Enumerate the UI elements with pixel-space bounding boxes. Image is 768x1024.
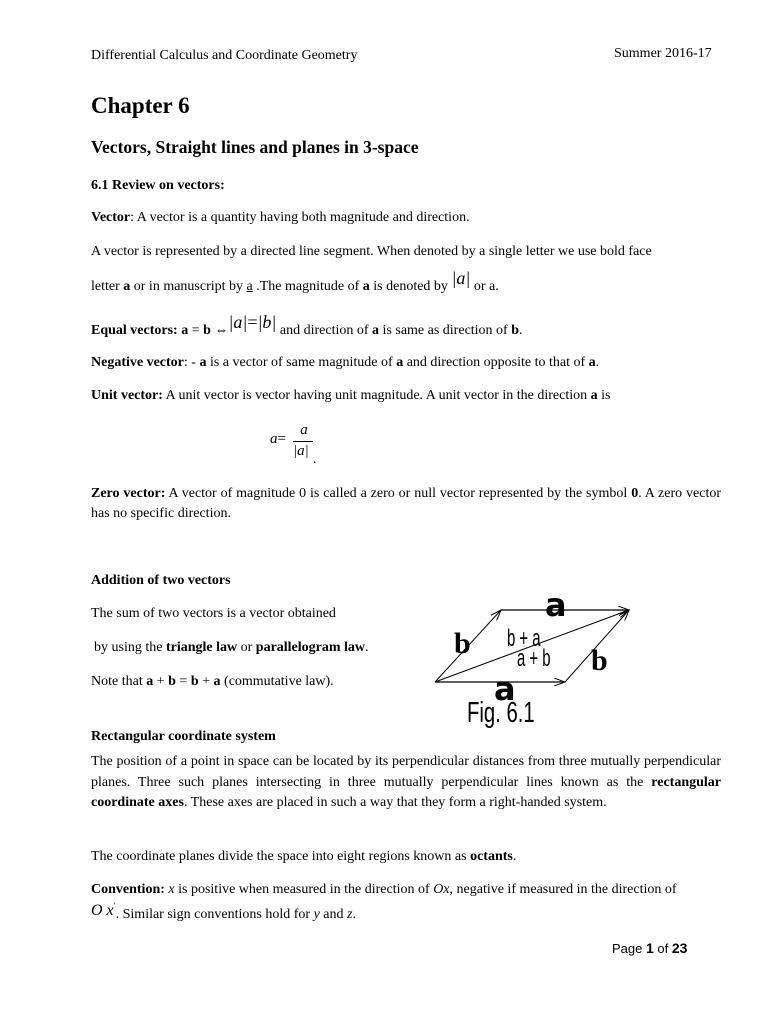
chapter-title: Chapter 6 (91, 93, 190, 118)
negative-vector-line: Negative vector: - a is a vector of same magnitude of a and direction opposite to that of a. (91, 355, 600, 370)
section-heading-6-1: 6.1 Review on vectors: (91, 178, 225, 193)
convention-line-1: Convention: x is positive when measured in the direction of Ox, negative if measured in the direction of (91, 882, 677, 897)
chapter-subtitle: Vectors, Straight lines and planes in 3-space (91, 137, 419, 157)
running-header-right: Summer 2016-17 (614, 46, 712, 61)
equal-vectors-line: Equal vectors: a = b ⇔|a|=|b| and direction of a is same as direction of b. (91, 312, 523, 338)
fig-label-right-b: b (591, 644, 608, 677)
formula-numerator: a (300, 422, 308, 438)
fig-label-b-plus-a: b + a (507, 625, 541, 652)
fig-label-a-plus-b: a + b (517, 645, 551, 672)
formula-lhs: a= (270, 431, 286, 447)
formula-dot: . (313, 452, 317, 467)
rect-heading: Rectangular coordinate system (91, 729, 276, 744)
representation-line-2: letter a or in manuscript by a .The magnitude of a is denoted by |a| or a. (91, 268, 499, 294)
fraction-bar (293, 441, 313, 442)
octants-paragraph: The coordinate planes divide the space into eight regions known as octants. (91, 849, 517, 864)
fig-label-bottom-a: a (494, 670, 516, 708)
sum-line-2: by using the triangle law or parallelogram law. (94, 640, 369, 655)
vector-definition: Vector: A vector is a quantity having both magnitude and direction. (91, 210, 470, 225)
representation-line-1: A vector is represented by a directed line segment. When denoted by a single letter we use bold face (91, 244, 652, 259)
fig-label-top-a: a (545, 586, 567, 624)
figure-caption: Fig. 6.1 (467, 697, 535, 729)
formula-denominator: |a| (293, 443, 309, 459)
rect-paragraph: The position of a point in space can be located by its perpendicular distances from three mutually perpendicular planes. Three such planes intersecting in three mutually perpendicular lines known as the rectangular coordinate axes. These axes are placed in such a way that they form a right-handed system. (91, 754, 721, 810)
fig-label-left-b: b (454, 627, 471, 660)
convention-line-2: O x′. Similar sign conventions hold for y and z. (91, 901, 356, 922)
running-header-left: Differential Calculus and Coordinate Geometry (91, 48, 358, 63)
page-footer: Page 1 of 23 (612, 940, 688, 956)
magnitude-symbol: |a| (451, 268, 471, 288)
zero-vector-paragraph: Zero vector: A vector of magnitude 0 is called a zero or null vector represented by the symbol 0. A zero vector has no specific direction. (91, 486, 721, 521)
unit-vector-line: Unit vector: A unit vector is vector having unit magnitude. A unit vector in the direction a is (91, 388, 611, 403)
commutative-line: Note that a + b = b + a (commutative law). (91, 674, 334, 689)
sum-line-1: The sum of two vectors is a vector obtained (91, 606, 336, 621)
addition-heading: Addition of two vectors (91, 573, 231, 588)
